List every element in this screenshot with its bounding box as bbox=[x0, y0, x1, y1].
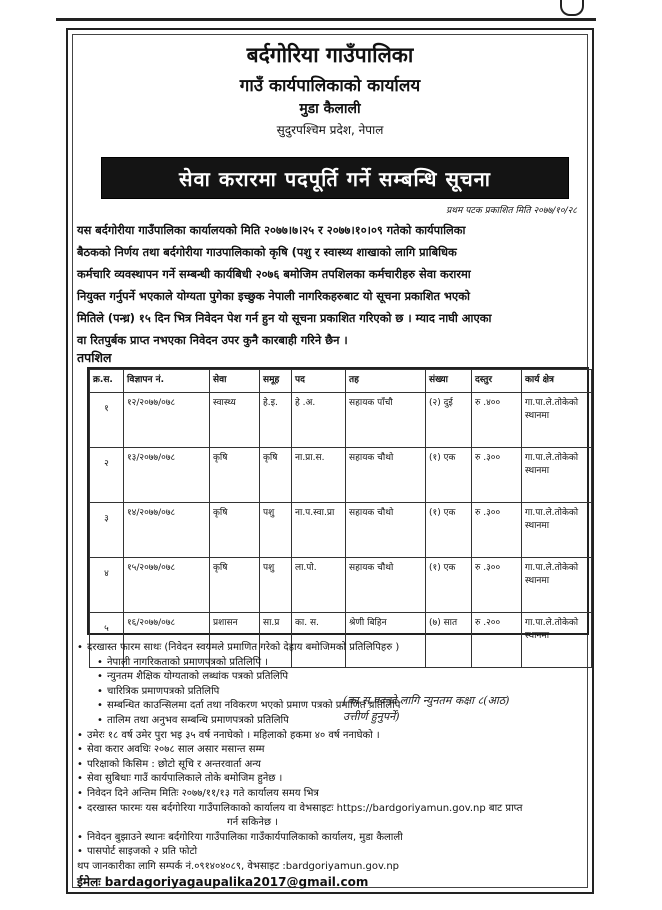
notice-paragraph bbox=[77, 219, 589, 351]
contact-line: थप जानकारीका लागि सम्पर्क नं.०९१४०४०८९, वेभसाइट :bardgoriyamun.gov.np bbox=[77, 860, 400, 872]
table-cell: १५/२०७७/०७८ bbox=[124, 558, 210, 613]
table-cell: का. स. bbox=[292, 613, 346, 668]
vacancy-table-grid bbox=[89, 369, 592, 668]
table-cell: श्रेणी बिहिन bbox=[346, 613, 426, 668]
document-item: • सम्बन्धित काउन्सिलमा दर्ता तथा नविकरण भएको प्रमाण पत्रको प्रमाणित प्रतिलिपि bbox=[77, 699, 591, 714]
table-header-cell: समूह bbox=[260, 370, 292, 393]
requirements-list bbox=[77, 641, 591, 889]
top-strip bbox=[56, 0, 596, 21]
notice-line: कर्मचारि व्यवस्थापन गर्ने सम्बन्धी कार्यबिधी २०७६ बमोजिम तपशिलका कर्मचारीहरु सेवा करारमा bbox=[77, 267, 471, 281]
table-row bbox=[90, 448, 592, 503]
table-cell: सहायक चौथो bbox=[346, 448, 426, 503]
organization-name: बर्दगोरिया गाउँपालिका bbox=[246, 43, 414, 67]
notice-line: यस बर्दगोरीया गाउँपालिका कार्यालयको मिति २०७७।७।२५ र २०७७।१०।०९ गतेको कार्यपालिका bbox=[77, 223, 466, 237]
table-cell: पशु bbox=[260, 558, 292, 613]
table-header-cell: तह bbox=[346, 370, 426, 393]
notice-inner-border bbox=[72, 34, 588, 888]
table-cell: गा.पा.ले.तोकेको स्थानमा bbox=[522, 448, 592, 503]
table-header-cell: सेवा bbox=[210, 370, 260, 393]
contact-email: ईमेलः bardagoriyagaupalika2017@gmail.com bbox=[77, 874, 369, 889]
province-name: सुदुरपश्चिम प्रदेश, नेपाल bbox=[276, 123, 384, 137]
table-cell: १६/२०७७/०७८ bbox=[124, 613, 210, 668]
table-cell: कृषि bbox=[260, 448, 292, 503]
notice-frame bbox=[66, 28, 594, 894]
document-item: • चारित्रिक प्रमाणपत्रको प्रतिलिपि bbox=[77, 685, 591, 700]
table-row bbox=[90, 393, 592, 448]
table-cell: कृषि bbox=[210, 448, 260, 503]
table-cell: ना.प्रा.स. bbox=[292, 448, 346, 503]
table-cell: हे.इ. bbox=[260, 393, 292, 448]
table-cell: (१) एक bbox=[426, 448, 472, 503]
table-header-cell: क्र.स. bbox=[90, 370, 124, 393]
table-cell: गा.पा.ले.तोकेको स्थानमा bbox=[522, 558, 592, 613]
notice-line: वा रितपुर्बक प्राप्त नभएका निवेदन उपर कुनै कारबाही गरिने छैन । bbox=[77, 333, 348, 347]
table-row bbox=[90, 558, 592, 613]
table-header-cell: पद bbox=[292, 370, 346, 393]
table-cell: (१) एक bbox=[426, 503, 472, 558]
table-header-cell: कार्य क्षेत्र bbox=[522, 370, 592, 393]
table-cell: रु .२०० bbox=[472, 613, 522, 668]
vacancy-table bbox=[87, 367, 589, 641]
application-deadline: • निवेदन दिने अन्तिम मितिः २०७७/११/१३ गते कार्यालय समय भित्र bbox=[77, 787, 591, 802]
table-header-cell: संख्या bbox=[426, 370, 472, 393]
table-cell: ४ bbox=[90, 558, 124, 613]
notice-line: मितिले (पन्ध्र) १५ दिन भित्र निवेदन पेश गर्न हुन यो सूचना प्रकाशित गरिएको छ । म्याद नाघी आएका bbox=[77, 311, 492, 325]
table-cell: रु .४०० bbox=[472, 393, 522, 448]
service-facility: • सेवा सुबिधाः गाउँ कार्यपालिकाले तोके बमोजिम हुनेछ । bbox=[77, 772, 591, 787]
table-cell: ला.पो. bbox=[292, 558, 346, 613]
table-cell: सहायक पाँचौ bbox=[346, 393, 426, 448]
notice-line: बैठकको निर्णय तथा बर्दगोरीया गाउपालिकाको कृषि (पशु र स्वास्थ्य शाखाको लागि प्राबिधिक bbox=[77, 245, 457, 259]
notice-line: नियुक्त गर्नुपर्ने भएकाले योग्यता पुगेका इच्छुक नेपाली नागरिकहरुबाट यो सूचना प्रकाशित भएको bbox=[77, 289, 470, 303]
table-cell: ३ bbox=[90, 503, 124, 558]
document-item: • न्युनतम शैक्षिक योग्यताको लब्धांक पत्रको प्रतिलिपि bbox=[77, 670, 591, 685]
table-cell: २ bbox=[90, 448, 124, 503]
handwritten-note: (का.स.पदको लागि न्युनतम कक्षा ८(आठ) उत्तीर्ण हुनुपर्ने) bbox=[343, 694, 510, 723]
age-condition: • उमेरः १८ वर्ष उमेर पुरा भइ ३५ वर्ष ननाघेको । महिलाको हकमा ४० वर्ष ननाघेको । bbox=[77, 729, 591, 744]
document-item: • तालिम तथा अनुभव सम्बन्धि प्रमाणपत्रको प्रतिलिपि bbox=[77, 714, 591, 729]
table-header-cell: दस्तुर bbox=[472, 370, 522, 393]
table-cell: सहायक चौथो bbox=[346, 503, 426, 558]
table-cell: सहायक चौथो bbox=[346, 558, 426, 613]
table-cell: ५ bbox=[90, 613, 124, 668]
table-caption: तपशिल bbox=[77, 350, 112, 365]
table-cell: ना.प.स्वा.प्रा bbox=[292, 503, 346, 558]
publication-date: प्रथम पटक प्रकाशित मिति २०७७/१०/२८ bbox=[446, 206, 577, 216]
notice-title-banner: सेवा करारमा पदपूर्ति गर्ने सम्बन्धि सूचना bbox=[101, 157, 569, 199]
table-cell: गा.पा.ले.तोकेको स्थानमा bbox=[522, 503, 592, 558]
table-cell: स्वास्थ्य bbox=[210, 393, 260, 448]
application-form-source: • दरखास्त फारमः यस बर्दगोरिया गाउँपालिकाको कार्यालय वा वेभसाइटः https://bardgoriyamun.gov.np बाट प्राप्त bbox=[77, 802, 591, 817]
table-cell: १४/२०७७/०७८ bbox=[124, 503, 210, 558]
application-form-source-cont: गर्न सकिनेछ । bbox=[227, 817, 278, 829]
table-cell: प्रशासन bbox=[210, 613, 260, 668]
table-cell: पशु bbox=[260, 503, 292, 558]
contract-period: • सेवा करार अवधिः २०७८ साल असार मसान्त सम्म bbox=[77, 743, 591, 758]
table-cell: (२) दुई bbox=[426, 393, 472, 448]
exam-type: • परिक्षाको किसिम : छोटो सूचि र अन्तरवार्ता अन्य bbox=[77, 758, 591, 773]
table-cell: सा.प्र bbox=[260, 613, 292, 668]
table-row bbox=[90, 503, 592, 558]
table-cell: (१) एक bbox=[426, 558, 472, 613]
document-item: • नेपाली नागरिकताको प्रमाणपत्रको प्रतिलिपि । bbox=[77, 656, 591, 671]
corner-mark bbox=[560, 0, 584, 16]
table-cell: गा.पा.ले.तोकेको स्थानमा bbox=[522, 613, 592, 668]
office-name: गाउँ कार्यपालिकाको कार्यालय bbox=[239, 76, 421, 96]
submission-place: • निवेदन बुझाउने स्थानः बर्दगोरिया गाउँपालिका गाउँकार्यपालिकाको कार्यालय, मुडा कैलाली bbox=[77, 831, 591, 846]
photo-requirement: • पासपोर्ट साइजको २ प्रति फोटो bbox=[77, 845, 591, 860]
table-cell: गा.पा.ले.तोकेको स्थानमा bbox=[522, 393, 592, 448]
table-header-cell: विज्ञापन नं. bbox=[124, 370, 210, 393]
table-header-row bbox=[90, 370, 592, 393]
table-cell: रु .३०० bbox=[472, 503, 522, 558]
table-cell: (७) सात bbox=[426, 613, 472, 668]
table-cell: कृषि bbox=[210, 503, 260, 558]
table-cell: रु .३०० bbox=[472, 558, 522, 613]
table-cell: हे .अ. bbox=[292, 393, 346, 448]
table-cell: १ bbox=[90, 393, 124, 448]
documents-heading: • दरखास्त फारम साथः (निवेदन स्वयमले प्रमाणित गरेको देहाय बमोजिमको प्रतिलिपिहरु ) bbox=[77, 641, 591, 656]
table-cell: रु .३०० bbox=[472, 448, 522, 503]
district-name: मुडा कैलाली bbox=[299, 101, 361, 117]
table-cell: कृषि bbox=[210, 558, 260, 613]
table-cell: १३/२०७७/०७८ bbox=[124, 448, 210, 503]
table-cell: १२/२०७७/०७८ bbox=[124, 393, 210, 448]
